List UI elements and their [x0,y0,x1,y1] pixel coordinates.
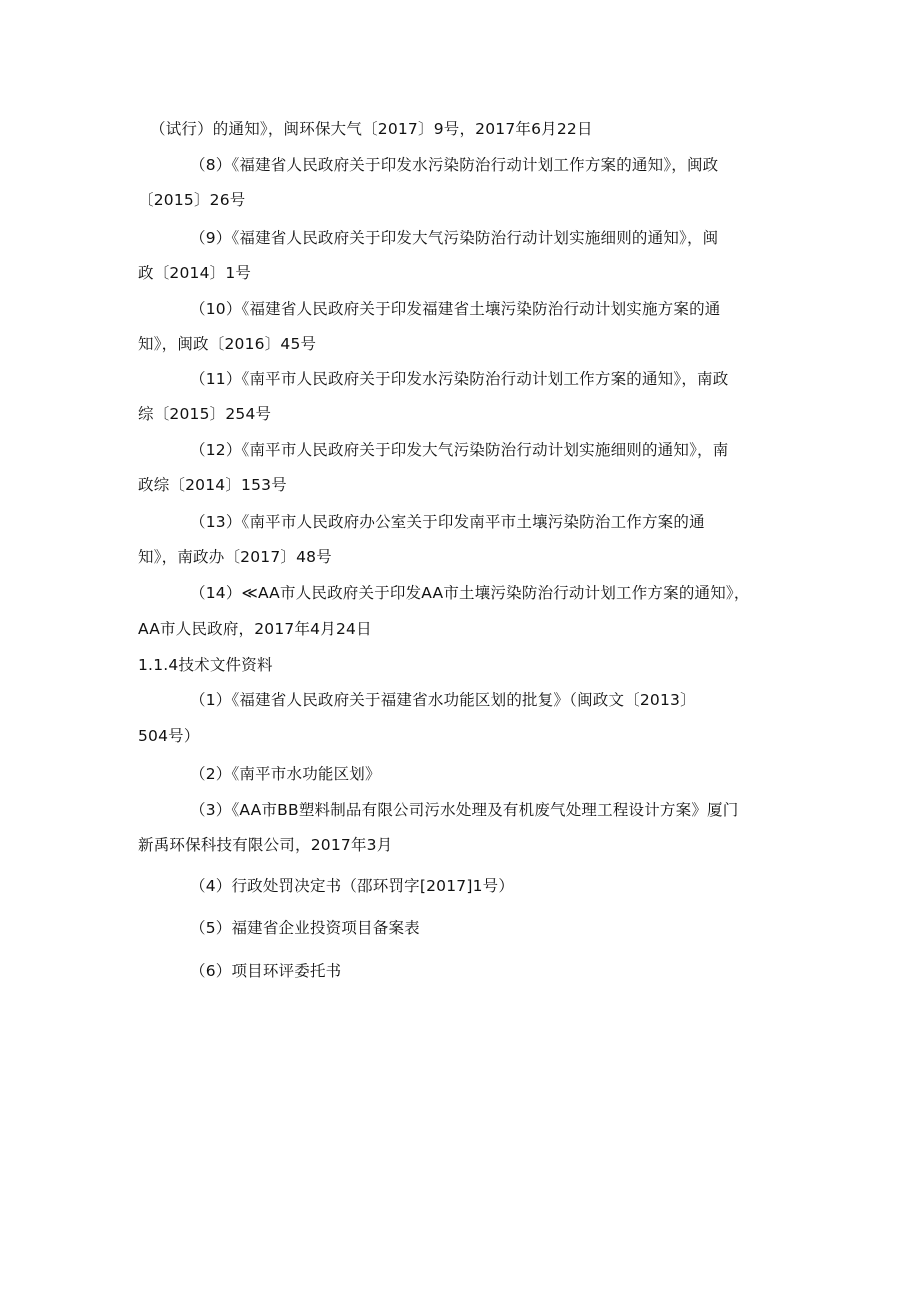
reference-10-line-2: 知》，闽政〔2016〕45号 [138,335,317,353]
reference-11-line-2: 综〔2015〕254号 [138,405,272,423]
tech-doc-1-line-2: 504号） [138,727,200,745]
tech-doc-4: （4）行政处罚决定书（邵环罚字[2017]1号） [190,877,515,895]
reference-14-line-1: （14）≪AA市人民政府关于印发AA市土壤污染防治行动计划工作方案的通知》， [190,584,750,602]
reference-8-line-2: 〔2015〕26号 [138,191,246,209]
text-line-1: （试行）的通知》，闽环保大气〔2017〕9号，2017年6月22日 [150,120,593,138]
reference-9-line-2: 政〔2014〕1号 [138,264,252,282]
tech-doc-6: （6）项目环评委托书 [190,962,342,980]
reference-12-line-1: （12）《南平市人民政府关于印发大气污染防治行动计划实施细则的通知》，南 [190,441,729,459]
tech-doc-1-line-1: （1）《福建省人民政府关于福建省水功能区划的批复》（闽政文〔2013〕 [190,691,696,709]
reference-11-line-1: （11）《南平市人民政府关于印发水污染防治行动计划工作方案的通知》，南政 [190,370,729,388]
tech-doc-2: （2）《南平市水功能区划》 [190,765,381,783]
reference-13-line-1: （13）《南平市人民政府办公室关于印发南平市土壤污染防治工作方案的通 [190,513,705,531]
tech-doc-3-line-1: （3）《AA市BB塑料制品有限公司污水处理及有机废气处理工程设计方案》厦门 [190,801,739,819]
reference-12-line-2: 政综〔2014〕153号 [138,476,287,494]
tech-doc-5: （5）福建省企业投资项目备案表 [190,919,420,937]
section-heading: 1.1.4技术文件资料 [138,656,273,674]
reference-13-line-2: 知》，南政办〔2017〕48号 [138,548,332,566]
reference-9-line-1: （9）《福建省人民政府关于印发大气污染防治行动计划实施细则的通知》，闽 [190,229,719,247]
reference-8-line-1: （8）《福建省人民政府关于印发水污染防治行动计划工作方案的通知》，闽政 [190,156,719,174]
reference-14-line-2: AA市人民政府，2017年4月24日 [138,620,372,638]
tech-doc-3-line-2: 新禹环保科技有限公司，2017年3月 [138,836,393,854]
reference-10-line-1: （10）《福建省人民政府关于印发福建省土壤污染防治行动计划实施方案的通 [190,300,721,318]
